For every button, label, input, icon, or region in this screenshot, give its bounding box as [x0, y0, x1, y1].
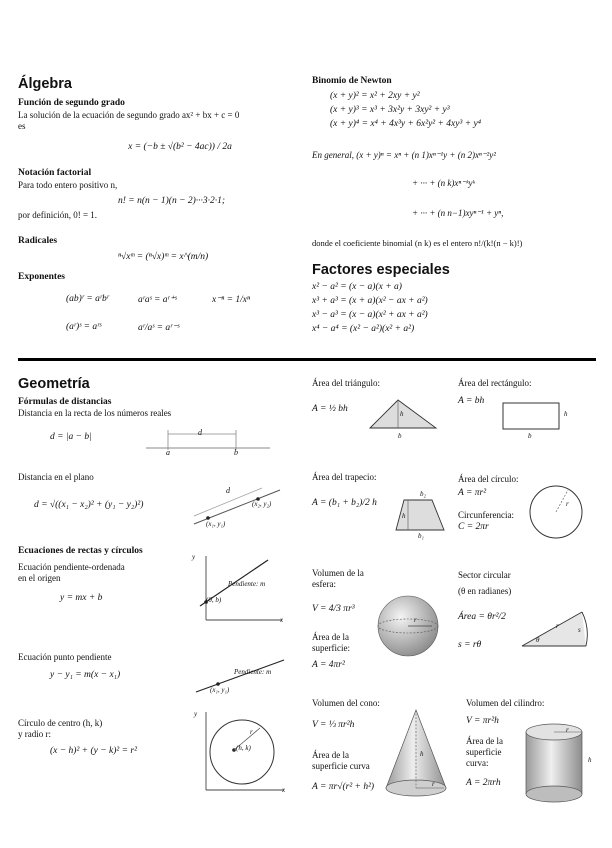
triangle-formula: A = ½ bh — [312, 404, 348, 414]
cylinder-figure — [524, 722, 586, 804]
plane-distance-formula: d = √((x₁ − x₂)² + (y₁ − y₂)²) — [34, 500, 144, 510]
cylinder-volume-formula: V = πr²h — [466, 716, 499, 726]
circle-area-figure — [528, 484, 584, 540]
sphere-figure — [376, 594, 440, 658]
special-title: Factores especiales — [312, 262, 450, 278]
circle-text-2: y radio r: — [18, 729, 51, 739]
sphere-figure-r: r — [414, 616, 417, 624]
circle-area-figure-r: r — [566, 500, 569, 508]
circle-area-formula: A = πr² — [458, 488, 487, 498]
newton-general-1: En general, (x + y)ⁿ = xⁿ + (n 1)xⁿ⁻¹y + (n 2)xⁿ⁻²y² — [312, 150, 496, 160]
triangle-figure-b: b — [398, 432, 402, 440]
cone-volume-formula: V = ⅓ πr²h — [312, 720, 355, 730]
quadratic-heading: Función de segundo grado — [18, 98, 125, 108]
section-divider — [18, 358, 596, 361]
exponent-rule-3: x⁻ⁿ = 1/xⁿ — [212, 295, 250, 305]
circle-formula: (x − h)² + (y − k)² = r² — [50, 746, 137, 756]
distance-heading: Fórmulas de distancias — [18, 397, 112, 407]
slope-figure-x: x — [280, 616, 284, 624]
newton-general-2: + ··· + (n k)xⁿ⁻ᵏyᵏ — [412, 178, 476, 188]
circle-figure-x: x — [282, 786, 286, 794]
sphere-label-1: Volumen de la — [312, 568, 364, 578]
circumference-label: Circunferencia: — [458, 510, 514, 520]
newton-line-3: (x + y)⁴ = x⁴ + 4x³y + 6x²y² + 4xy³ + y⁴ — [330, 119, 482, 129]
newton-general-3: + ··· + (n n−1)xyⁿ⁻¹ + yⁿ, — [412, 208, 504, 218]
cylinder-figure-h: h — [588, 756, 592, 764]
sector-area-formula: Área = θr²/2 — [458, 612, 506, 622]
triangle-figure — [368, 396, 440, 434]
rectangle-figure-h: h — [564, 410, 568, 418]
distance-text: Distancia en la recta de los números reales — [18, 408, 172, 418]
cylinder-label-4: curva: — [466, 758, 489, 768]
factorial-formula: n! = n(n − 1)(n − 2)···3·2·1; — [118, 196, 226, 206]
factorial-text: Para todo entero positivo n, — [18, 180, 118, 190]
plane-figure-p1: (x₁, y₁) — [206, 520, 226, 528]
radicals-heading: Radicales — [18, 236, 58, 246]
sphere-label-4: superficie: — [312, 643, 350, 653]
trapezoid-formula: A = (b₁ + b₂)/2 h — [312, 498, 377, 508]
sphere-label-3: Área de la — [312, 632, 349, 642]
cone-figure — [384, 708, 448, 800]
sphere-volume-formula: V = 4/3 πr³ — [312, 604, 355, 614]
quadratic-text-es: es — [18, 121, 26, 131]
slope-figure-y: y — [192, 553, 196, 561]
rectangle-formula: A = bh — [458, 396, 485, 406]
newton-line-1: (x + y)² = x² + 2xy + y² — [330, 91, 420, 101]
exponent-rule-5: aʳ/aˢ = aʳ⁻ˢ — [138, 323, 180, 333]
sector-arc-formula: s = rθ — [458, 640, 482, 650]
number-line-d: d — [198, 428, 202, 437]
point-slope-text: Ecuación punto pendiente — [18, 652, 112, 662]
triangle-label: Área del triángulo: — [312, 378, 380, 388]
circumference-formula: C = 2πr — [458, 522, 489, 532]
newton-note: donde el coeficiente binomial (n k) es el entero n!/(k!(n − k)!) — [312, 238, 523, 248]
slope-intercept-figure — [198, 556, 284, 628]
cone-figure-r: r — [432, 780, 435, 788]
radicals-formula: ⁿ√xᵐ = (ⁿ√x)ᵐ = x^(m/n) — [118, 252, 209, 262]
circle-figure — [200, 712, 284, 794]
newton-heading: Binomio de Newton — [312, 76, 392, 86]
rectangle-figure-b: b — [528, 432, 532, 440]
special-line-4: x⁴ − a⁴ = (x² − a²)(x² + a²) — [312, 324, 415, 334]
cone-figure-h: h — [420, 750, 424, 758]
special-line-1: x² − a² = (x − a)(x + a) — [312, 282, 402, 292]
sector-figure-r: r — [556, 622, 559, 630]
number-line-figure — [146, 428, 270, 458]
number-line-a: a — [166, 448, 170, 457]
cone-label-2: Área de la — [312, 750, 349, 760]
cone-label-3: superficie curva — [312, 761, 370, 771]
geometry-title: Geometría — [18, 376, 90, 392]
quadratic-text: La solución de la ecuación de segundo grado ax² + bx + c = 0 — [18, 110, 240, 120]
sphere-area-formula: A = 4πr² — [312, 660, 345, 670]
slope-intercept-text-1: Ecuación pendiente-ordenada — [18, 562, 125, 572]
cylinder-label-3: superficie — [466, 747, 502, 757]
plane-figure-d: d — [226, 486, 230, 495]
point-slope-formula: y − y₁ = m(x − x₁) — [50, 670, 121, 680]
cylinder-area-formula: A = 2πrh — [466, 778, 501, 788]
slope-figure-label: Pendiente: m — [228, 580, 266, 588]
trapezoid-figure-b2: b₂ — [420, 490, 426, 498]
rectangle-label: Área del rectángulo: — [458, 378, 532, 388]
number-line-b: b — [234, 448, 238, 457]
point-slope-figure-point: (x₁, y₁) — [210, 686, 230, 694]
circle-figure-r: r — [250, 728, 253, 736]
plane-distance-figure — [192, 486, 282, 536]
trapezoid-figure-b1: b₁ — [418, 532, 424, 540]
quadratic-formula: x = (−b ± √(b² − 4ac)) / 2a — [128, 142, 232, 152]
slope-intercept-text-2: en el origen — [18, 573, 61, 583]
rectangle-figure — [502, 402, 564, 432]
special-line-3: x³ − a³ = (x − a)(x² + ax + a²) — [312, 310, 428, 320]
point-slope-figure-label: Pendiente: m — [234, 668, 272, 676]
sector-label-2: (θ en radianes) — [458, 586, 512, 596]
exponent-rule-1: (ab)ʳ = aʳbʳ — [66, 294, 109, 304]
exponent-rule-4: (aʳ)ˢ = aʳˢ — [66, 322, 102, 332]
exponent-rule-2: aʳaˢ = aʳ⁺ˢ — [138, 295, 177, 305]
slope-figure-point: (0, b) — [206, 596, 222, 604]
circle-area-label: Área del círculo: — [458, 474, 519, 484]
special-line-2: x³ + a³ = (x + a)(x² − ax + a²) — [312, 296, 428, 306]
algebra-title: Álgebra — [18, 76, 72, 92]
plane-distance-text: Distancia en el plano — [18, 472, 94, 482]
cone-area-formula: A = πr√(r² + h²) — [312, 782, 375, 792]
plane-figure-p2: (x₂, y₂) — [252, 500, 272, 508]
slope-intercept-formula: y = mx + b — [60, 593, 103, 603]
triangle-figure-h: h — [400, 410, 404, 418]
circle-text-1: Círculo de centro (h, k) — [18, 718, 103, 728]
cylinder-figure-r: r — [566, 726, 569, 734]
newton-line-2: (x + y)³ = x³ + 3x²y + 3xy² + y³ — [330, 105, 450, 115]
sector-label-1: Sector circular — [458, 570, 511, 580]
distance-formula: d = |a − b| — [50, 432, 92, 442]
sphere-label-2: esfera: — [312, 579, 336, 589]
cylinder-label: Volumen del cilindro: — [466, 698, 545, 708]
sector-figure-theta: θ — [536, 636, 540, 644]
cylinder-label-2: Área de la — [466, 736, 503, 746]
factorial-heading: Notación factorial — [18, 168, 92, 178]
sector-figure-s: s — [578, 626, 581, 634]
exponents-heading: Exponentes — [18, 272, 65, 282]
circle-figure-center: (h, k) — [236, 744, 251, 752]
cone-label: Volumen del cono: — [312, 698, 380, 708]
trapezoid-label: Área del trapecio: — [312, 472, 377, 482]
lines-heading: Ecuaciones de rectas y círculos — [18, 546, 143, 556]
circle-figure-y: y — [194, 710, 198, 718]
trapezoid-figure-h: h — [402, 512, 406, 520]
factorial-definition: por definición, 0! = 1. — [18, 210, 98, 220]
